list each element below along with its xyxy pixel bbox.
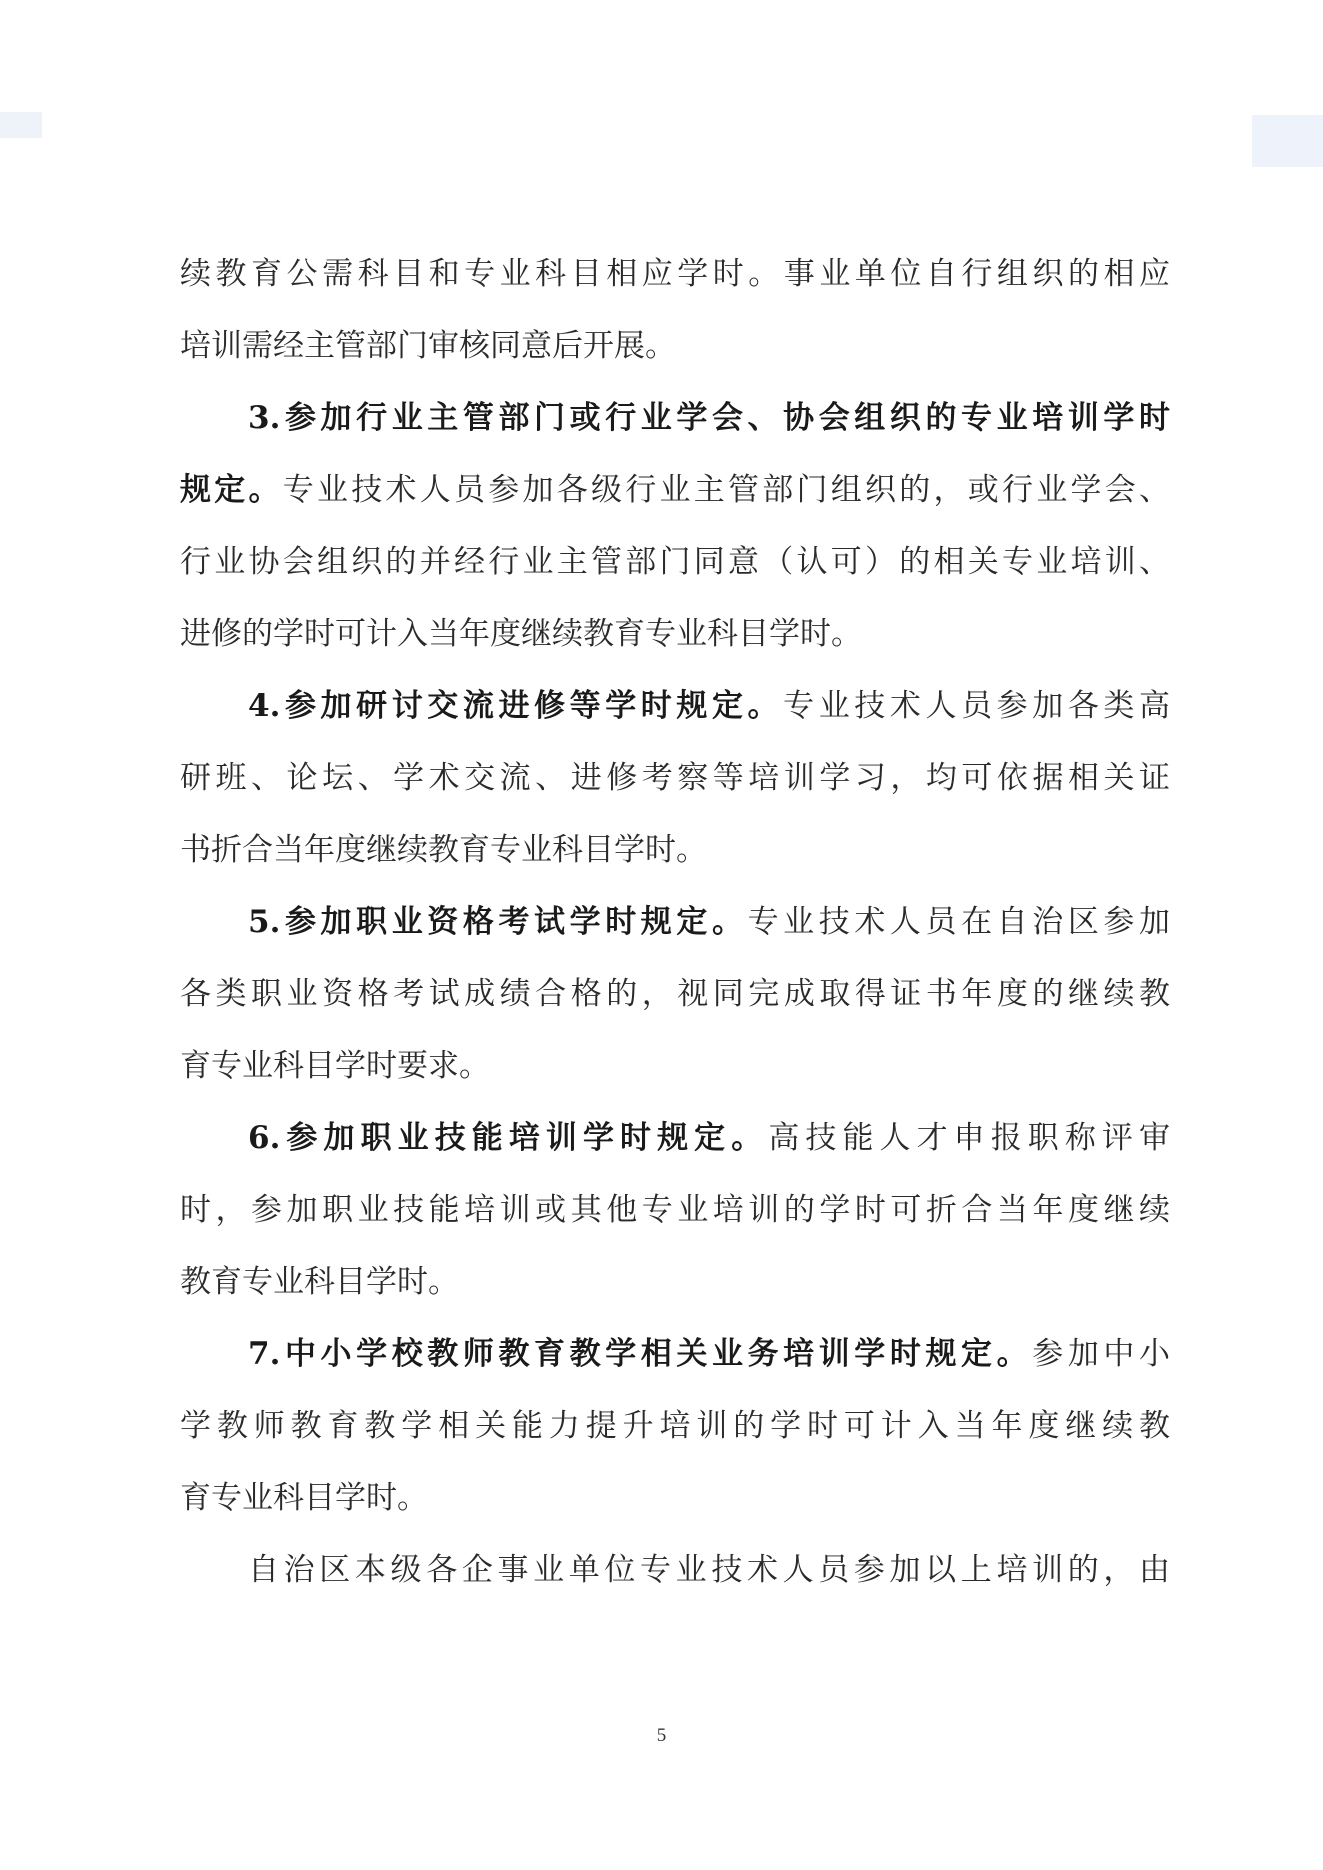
scan-artifact-left: [0, 112, 42, 138]
closing-paragraph: [180, 1534, 1170, 1606]
text-line: [180, 598, 1170, 670]
text: 自治区本级各企事业单位专业技术人员参加以上培训的，由: [248, 1552, 1170, 1588]
text-line: [180, 1462, 1170, 1534]
text: 教育专业科目学时。: [180, 1264, 459, 1300]
text-line: [180, 526, 1170, 598]
document-body: [180, 238, 1170, 1606]
text: 专业技术人员在自治区参加: [747, 904, 1170, 940]
scan-artifact-right: [1252, 115, 1323, 167]
text-line: [180, 1246, 1170, 1318]
text-line: [180, 958, 1170, 1030]
bold-text: 5.参加职业资格考试学时规定。: [248, 904, 748, 940]
text: 专业技术人员参加各级行业主管部门组织的，或行业学会、: [282, 472, 1170, 508]
item-heading-4: [180, 670, 1170, 742]
bold-text: 4.参加研讨交流进修等学时规定。: [248, 688, 784, 724]
text-line: [180, 814, 1170, 886]
page-number: 5: [656, 1725, 667, 1746]
text-line: [180, 454, 1170, 526]
bold-text: 规定。: [180, 472, 283, 508]
text: 参加中小: [1032, 1336, 1170, 1372]
text: 学教师教育教学相关能力提升培训的学时可计入当年度继续教: [180, 1408, 1170, 1444]
text: 专业技术人员参加各类高: [783, 688, 1170, 724]
text: 研班、论坛、学术交流、进修考察等培训学习，均可依据相关证: [180, 760, 1170, 796]
text: 时，参加职业技能培训或其他专业培训的学时可折合当年度继续: [180, 1192, 1170, 1228]
text: 高技能人才申报职称评审: [768, 1120, 1170, 1156]
bold-text: 3.参加行业主管部门或行业学会、协会组织的专业培训学时: [248, 400, 1170, 436]
text-line: [180, 1030, 1170, 1102]
text-line: [180, 310, 1170, 382]
bold-text: 6.参加职业技能培训学时规定。: [248, 1120, 769, 1156]
text: 育专业科目学时要求。: [180, 1048, 490, 1084]
text: 育专业科目学时。: [180, 1480, 428, 1516]
text-line: [180, 238, 1170, 310]
item-heading-3: [180, 382, 1170, 454]
text: 进修的学时可计入当年度继续教育专业科目学时。: [180, 616, 862, 652]
text: 续教育公需科目和专业科目相应学时。事业单位自行组织的相应: [180, 256, 1170, 292]
text: 行业协会组织的并经行业主管部门同意（认可）的相关专业培训、: [180, 544, 1170, 580]
text: 各类职业资格考试成绩合格的，视同完成取得证书年度的继续教: [180, 976, 1170, 1012]
text-line: [180, 1174, 1170, 1246]
text: 书折合当年度继续教育专业科目学时。: [180, 832, 707, 868]
item-heading-5: [180, 886, 1170, 958]
text: 培训需经主管部门审核同意后开展。: [180, 328, 676, 364]
item-heading-7: [180, 1318, 1170, 1390]
text-line: [180, 1390, 1170, 1462]
text-line: [180, 742, 1170, 814]
item-heading-6: [180, 1102, 1170, 1174]
bold-text: 7.中小学校教师教育教学相关业务培训学时规定。: [248, 1336, 1033, 1372]
